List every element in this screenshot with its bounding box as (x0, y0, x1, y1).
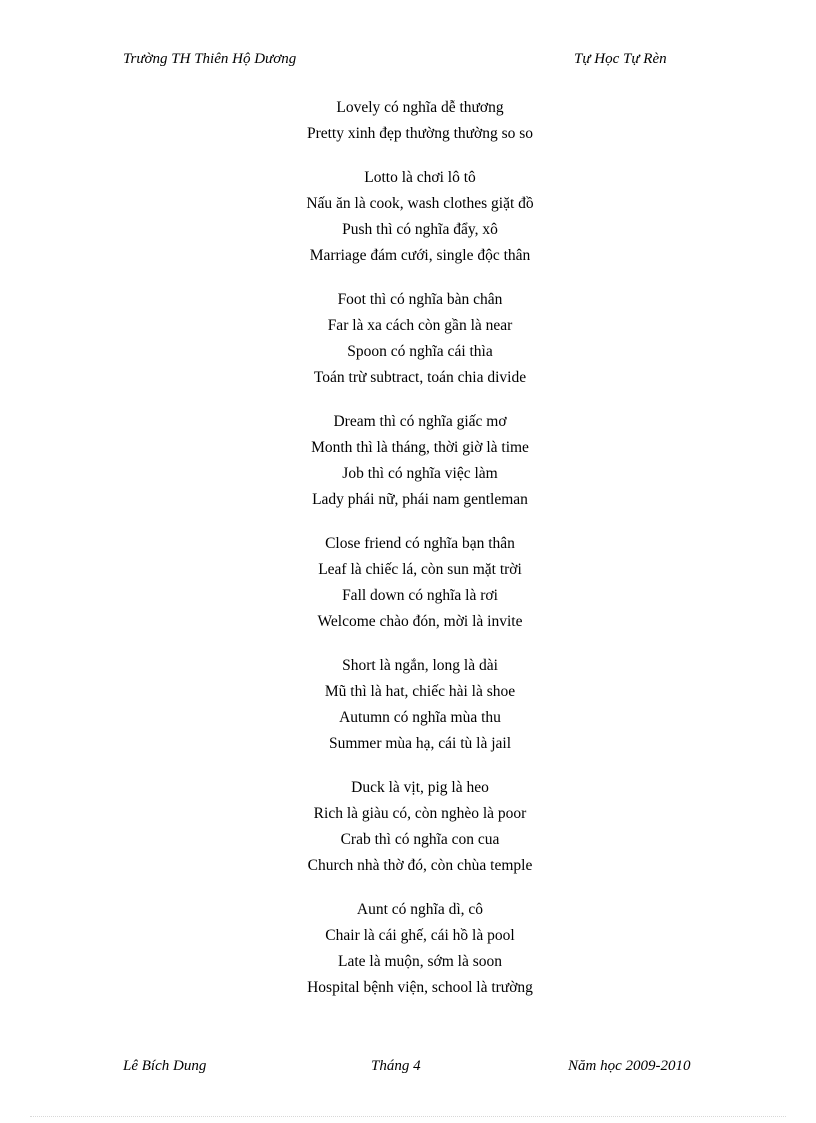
poem-line: Toán trừ subtract, toán chia divide (313, 369, 527, 386)
poem-line: Chair là cái ghế, cái hồ là pool (325, 927, 515, 944)
poem-line: Short là ngắn, long là dài (342, 657, 498, 674)
poem-line: Leaf là chiếc lá, còn sun mặt trời (318, 561, 522, 578)
header-motto: Tự Học Tự Rèn (574, 51, 667, 67)
stanza-1 (200, 95, 640, 147)
poem-line: Hospital bệnh viện, school là trường (307, 979, 533, 996)
poem-line: Lovely có nghĩa dễ thương (336, 99, 504, 116)
poem (200, 95, 640, 1019)
poem-line: Welcome chào đón, mời là invite (317, 613, 523, 630)
poem-line: Close friend có nghĩa bạn thân (325, 535, 515, 552)
poem-line: Dream thì có nghĩa giấc mơ (333, 413, 507, 430)
poem-line: Far là xa cách còn gần là near (327, 317, 513, 334)
stanza-2 (200, 165, 640, 269)
poem-line: Month thì là tháng, thời giờ là time (311, 439, 529, 456)
poem-line: Summer mùa hạ, cái tù là jail (328, 735, 512, 752)
poem-line: Duck là vịt, pig là heo (351, 779, 489, 796)
poem-line: Lotto là chơi lô tô (364, 169, 476, 186)
stanza-3 (200, 287, 640, 391)
poem-line: Foot thì có nghĩa bàn chân (337, 291, 503, 308)
poem-line: Late là muộn, sớm là soon (337, 953, 503, 970)
poem-line: Job thì có nghĩa việc làm (342, 465, 498, 482)
poem-line: Church nhà thờ đó, còn chùa temple (307, 857, 533, 874)
footer-month: Tháng 4 (371, 1058, 421, 1074)
poem-line: Autumn có nghĩa mùa thu (339, 709, 501, 726)
poem-line: Pretty xinh đẹp thường thường so so (306, 125, 534, 142)
poem-line: Mũ thì là hat, chiếc hài là shoe (324, 683, 516, 700)
stanza-6 (200, 653, 640, 757)
footer-school-year: Năm học 2009-2010 (568, 1058, 691, 1074)
stanza-4 (200, 409, 640, 513)
header-school-name: Trường TH Thiên Hộ Dương (123, 51, 297, 67)
poem-line: Nấu ăn là cook, wash clothes giặt đồ (306, 195, 534, 212)
poem-line: Fall down có nghĩa là rơi (342, 587, 498, 604)
poem-line: Crab thì có nghĩa con cua (340, 831, 500, 848)
stanza-8 (200, 897, 640, 1001)
poem-line: Aunt có nghĩa dì, cô (356, 901, 484, 918)
poem-line: Lady phái nữ, phái nam gentleman (312, 491, 528, 508)
poem-line: Spoon có nghĩa cái thìa (347, 343, 493, 360)
poem-line: Rich là giàu có, còn nghèo là poor (313, 805, 527, 822)
stanza-5 (200, 531, 640, 635)
stanza-7 (200, 775, 640, 879)
poem-line: Push thì có nghĩa đẩy, xô (342, 221, 498, 238)
footer-author: Lê Bích Dung (123, 1058, 207, 1074)
poem-line: Marriage đám cưới, single độc thân (309, 247, 531, 264)
page-bottom-divider (30, 1116, 786, 1117)
